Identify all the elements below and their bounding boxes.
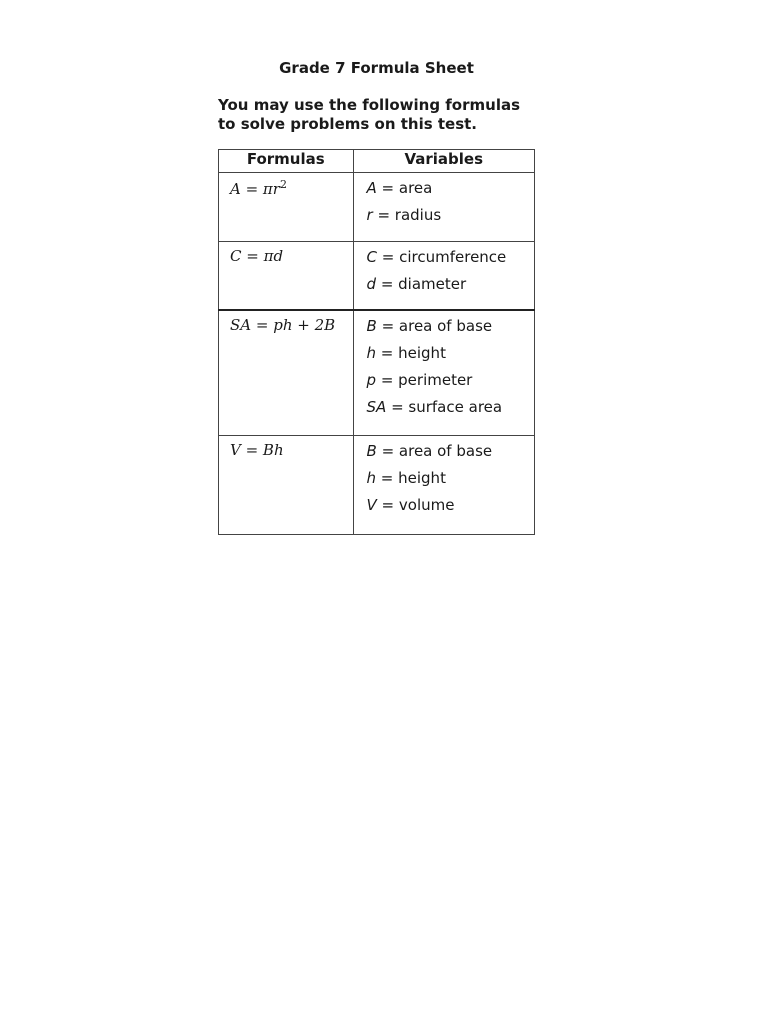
instructions-line-1: You may use the following formulas [218,96,521,114]
variable-definition: d = diameter [366,275,467,293]
variable-definition: SA = surface area [366,398,503,416]
variables-cell [353,173,534,242]
variable-definition: A = area [366,179,433,197]
variable-definition: V = volume [366,496,455,514]
variable-definition: r = radius [366,206,442,224]
variable-definition: p = perimeter [366,371,473,389]
formula-circumference: C = πd [230,247,284,265]
page-title: Grade 7 Formula Sheet [279,59,474,77]
formula-cell [219,173,354,242]
table-row [219,436,535,535]
formula-cell [219,242,354,311]
formula-volume: V = Bh [230,441,284,459]
table-row [219,242,535,311]
formula-table [218,149,535,535]
formula-surface-area: SA = ph + 2B [230,316,336,334]
variable-definition: B = area of base [366,317,493,335]
variables-cell [353,436,534,535]
formula-area: A = πr [230,180,280,198]
formula-exponent: 2 [279,178,287,191]
table-row [219,310,535,436]
variable-definition: h = height [366,344,446,362]
table-header-row [219,150,535,173]
variables-cell [353,242,534,311]
instructions [218,96,548,134]
formula-cell [219,310,354,436]
variable-definition: B = area of base [366,442,493,460]
variable-definition: C = circumference [366,248,507,266]
header-variables: Variables [353,150,534,173]
variable-definition: h = height [366,469,446,487]
header-formulas: Formulas [219,150,354,173]
variables-cell [353,310,534,436]
table-row [219,173,535,242]
instructions-line-2: to solve problems on this test. [218,115,478,133]
formula-cell [219,436,354,535]
